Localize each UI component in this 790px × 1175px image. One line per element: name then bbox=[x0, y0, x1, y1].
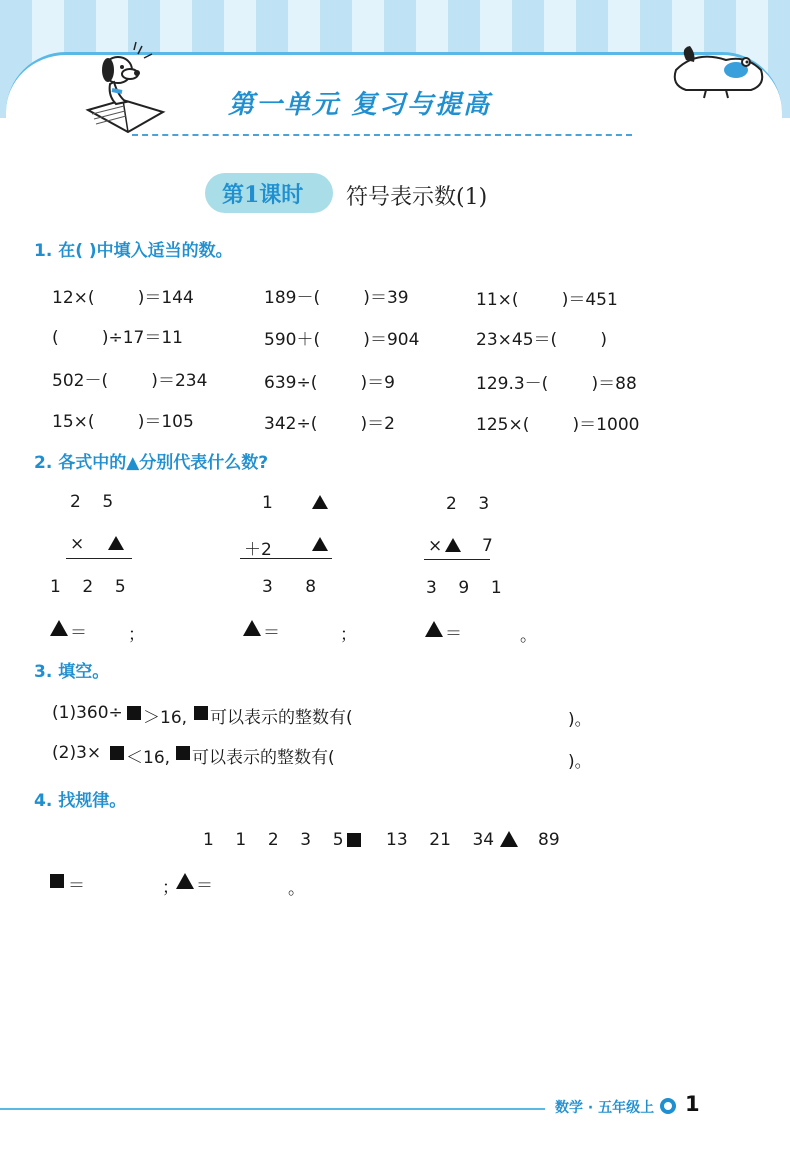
q1-item: 129.3－( )＝88 bbox=[476, 374, 637, 394]
q1-item: 189－( )＝39 bbox=[264, 288, 409, 308]
square-symbol bbox=[176, 746, 190, 760]
q1-item: 342÷( )＝2 bbox=[264, 414, 396, 434]
square-symbol bbox=[110, 746, 124, 760]
q2c-digit: 7 bbox=[482, 536, 493, 556]
square-symbol bbox=[127, 706, 141, 720]
question-1-title: 1. 在( )中填入适当的数。 bbox=[34, 241, 233, 261]
q4-separator: ； bbox=[162, 878, 179, 898]
triangle-symbol bbox=[445, 538, 461, 552]
q1-item: 11×( )＝451 bbox=[476, 290, 618, 310]
q2c-line bbox=[424, 559, 490, 560]
lesson-number: 第1课时 bbox=[222, 182, 304, 208]
square-symbol bbox=[50, 874, 64, 888]
triangle-symbol bbox=[50, 620, 68, 636]
square-symbol bbox=[194, 706, 208, 720]
q1-item: 590＋( )＝904 bbox=[264, 330, 420, 350]
triangle-symbol bbox=[312, 537, 328, 551]
q3-line2-mid: ＜16, bbox=[126, 748, 171, 768]
page-card bbox=[6, 52, 782, 1175]
q1-item: 12×( )＝144 bbox=[52, 288, 194, 308]
dog-lying-illustration bbox=[666, 30, 776, 100]
q3-line2-end: )。 bbox=[568, 752, 592, 772]
q2c-operator: × bbox=[428, 536, 443, 556]
q1-item: 125×( )＝1000 bbox=[476, 415, 640, 435]
footer-line bbox=[0, 1108, 545, 1110]
triangle-symbol bbox=[312, 495, 328, 509]
square-symbol bbox=[347, 833, 361, 847]
q1-item: ( )÷17＝11 bbox=[52, 328, 184, 348]
unit-title: 第一单元 复习与提高 bbox=[228, 90, 492, 120]
q3-line1-text: 可以表示的整数有( bbox=[210, 708, 353, 728]
q4-answer-eq: ＝ bbox=[196, 876, 213, 896]
triangle-symbol bbox=[500, 831, 518, 847]
dog-reading-illustration bbox=[78, 40, 168, 140]
q2c-top: 2 3 bbox=[446, 494, 490, 514]
footer-book-title: 数学 · 五年级上 bbox=[555, 1100, 655, 1116]
q2b-result: 3 8 bbox=[262, 577, 317, 597]
q3-line1-mid: ＞16, bbox=[143, 708, 188, 728]
q2c-result: 3 9 1 bbox=[426, 578, 502, 598]
triangle-symbol bbox=[425, 621, 443, 637]
q1-item: 15×( )＝105 bbox=[52, 412, 194, 432]
q4-sequence-part1: 1 1 2 3 5 bbox=[203, 830, 344, 850]
q2b-line bbox=[240, 558, 332, 559]
triangle-symbol bbox=[108, 536, 124, 550]
q2a-result: 1 2 5 bbox=[50, 577, 126, 597]
q2-answer-eq: ＝ bbox=[263, 623, 280, 643]
q1-item: 639÷( )＝9 bbox=[264, 373, 396, 393]
q4-end: 。 bbox=[288, 879, 305, 899]
q4-sequence-part3: 89 bbox=[538, 830, 560, 850]
q2-answer-eq: ＝ bbox=[445, 624, 462, 644]
footer-circle-icon bbox=[660, 1098, 676, 1114]
q1-item: 502－( )＝234 bbox=[52, 371, 208, 391]
q2b-top: 1 bbox=[262, 493, 273, 513]
q2b-operator: ＋2 bbox=[244, 540, 272, 560]
q1-item: 23×45＝( ) bbox=[476, 330, 608, 350]
q2a-operator: × bbox=[70, 534, 85, 554]
q3-line1-start: (1)360÷ bbox=[52, 703, 123, 723]
q2-separator: ； bbox=[340, 625, 357, 645]
q4-answer-eq: ＝ bbox=[68, 876, 85, 896]
lesson-name: 符号表示数(1) bbox=[346, 185, 488, 210]
q2-separator: ； bbox=[128, 625, 145, 645]
title-divider bbox=[132, 134, 632, 136]
question-4-title: 4. 找规律。 bbox=[34, 791, 127, 811]
question-2-title: 2. 各式中的▲分别代表什么数? bbox=[34, 453, 269, 473]
question-3-title: 3. 填空。 bbox=[34, 662, 110, 682]
q2-end: 。 bbox=[520, 626, 537, 646]
q2-answer-eq: ＝ bbox=[70, 623, 87, 643]
q2a-line bbox=[66, 558, 132, 559]
triangle-symbol bbox=[243, 620, 261, 636]
page-number: 1 bbox=[685, 1092, 700, 1116]
q4-sequence-part2: 13 21 34 bbox=[386, 830, 495, 850]
q3-line2-text: 可以表示的整数有( bbox=[192, 748, 335, 768]
q3-line1-end: )。 bbox=[568, 710, 592, 730]
triangle-symbol bbox=[176, 873, 194, 889]
q3-line2-start: (2)3× bbox=[52, 743, 102, 763]
q2a-top: 2 5 bbox=[70, 492, 114, 512]
